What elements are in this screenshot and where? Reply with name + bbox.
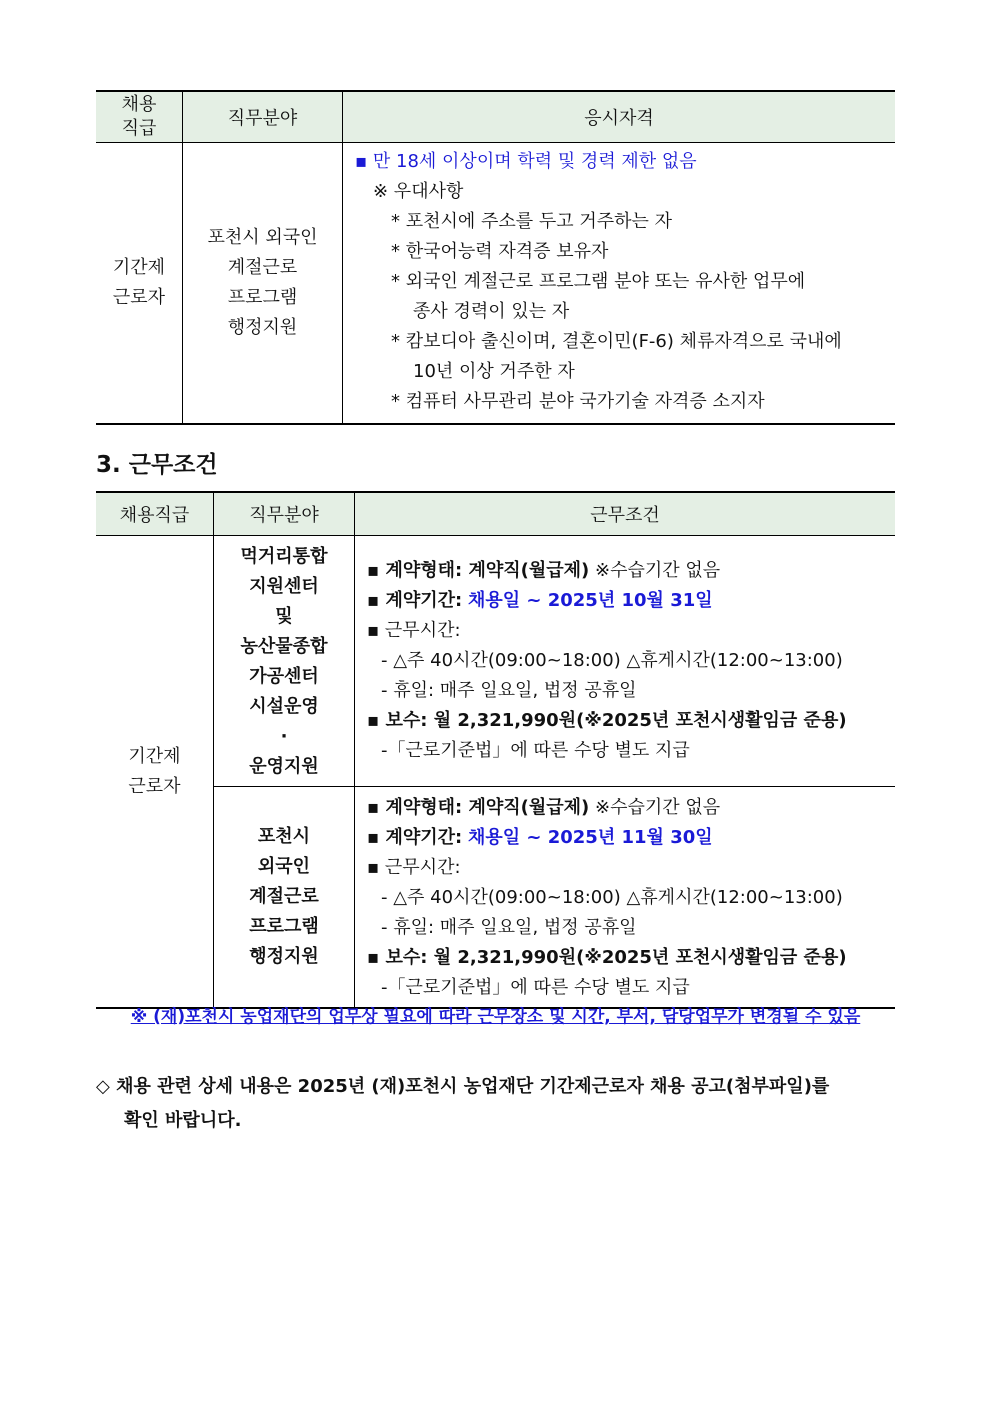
period-label: ▪ 계약기간:: [367, 827, 463, 848]
field-line: 먹거리통합: [240, 546, 328, 567]
section-title: 3. 근무조건: [96, 452, 218, 478]
header-field: 직무분야: [214, 492, 355, 536]
preference-item: * 외국인 계절근로 프로그램 분야 또는 유사한 업무에: [391, 271, 806, 292]
field-line: 계절근로: [227, 257, 298, 278]
footer-line: 확인 바랍니다.: [124, 1110, 242, 1131]
holiday-line: - 휴일: 매주 일요일, 법정 공휴일: [381, 917, 637, 938]
preference-title: ※ 우대사항: [373, 181, 464, 202]
grade-line: 근로자: [128, 775, 181, 797]
grade-line: 근로자: [112, 287, 166, 308]
preference-item: * 캄보디아 출신이며, 결혼이민(F-6) 체류자격으로 국내에: [391, 331, 842, 352]
hours-detail: - △주 40시간(09:00~18:00) △휴게시간(12:00~13:00): [381, 650, 843, 671]
hours-label: ▪ 근무시간:: [367, 620, 461, 641]
field-line: 운영지원: [249, 756, 319, 777]
preference-item-cont: 10년 이상 거주한 자: [413, 361, 575, 382]
contract-period-line: [367, 586, 889, 616]
hours-label: ▪ 근무시간:: [367, 857, 461, 878]
field-cell: [214, 787, 355, 1009]
header-conditions: 근무조건: [355, 492, 896, 536]
footer-notice: [96, 1070, 896, 1138]
qualification-main: ▪ 만 18세 이상이며 학력 및 경력 제한 없음: [355, 151, 697, 172]
field-line: 계절근로: [249, 886, 319, 907]
pay-note: -「근로기준법」에 따른 수당 별도 지급: [381, 977, 690, 998]
field-line: ·: [280, 726, 288, 747]
contract-type-line: [367, 556, 889, 586]
preference-item: * 포천시에 주소를 두고 거주하는 자: [391, 211, 673, 232]
field-line: 프로그램: [249, 916, 319, 937]
field-cell: [183, 143, 343, 425]
footer-line: ◇ 채용 관련 상세 내용은 2025년 (재)포천시 농업재단 기간제근로자 채용 공고(첨부파일)를: [96, 1076, 830, 1097]
hours-detail: - △주 40시간(09:00~18:00) △휴게시간(12:00~13:00): [381, 887, 843, 908]
contract-period-line: [367, 823, 889, 853]
field-line: 행정지원: [227, 317, 298, 338]
qualification-cell: [343, 143, 896, 425]
period-value: 채용일 ~ 2025년 10월 31일: [467, 590, 713, 611]
field-line: 포천시: [257, 826, 311, 847]
table-header-row: [96, 91, 895, 143]
field-line: 농산물종합: [240, 636, 328, 657]
grade-cell: [96, 143, 183, 425]
field-cell: [214, 536, 355, 787]
contract-type-note: ※수습기간 없음: [595, 560, 721, 581]
qualification-table: [96, 90, 895, 425]
grade-line: 기간제: [128, 745, 181, 767]
preference-item: * 한국어능력 자격증 보유자: [391, 241, 609, 262]
conditions-cell: [355, 787, 896, 1009]
preference-item-cont: 종사 경력이 있는 자: [413, 301, 570, 322]
header-grade-label: 채용 직급: [121, 94, 157, 139]
period-value: 채용일 ~ 2025년 11월 30일: [467, 827, 713, 848]
field-line: 외국인: [257, 856, 311, 877]
header-qualification: 응시자격: [343, 91, 896, 143]
header-field: 직무분야: [183, 91, 343, 143]
table-header-row: [96, 492, 895, 536]
period-label: ▪ 계약기간:: [367, 590, 463, 611]
pay-note: -「근로기준법」에 따른 수당 별도 지급: [381, 740, 690, 761]
field-line: 가공센터: [249, 666, 319, 687]
contract-type-label: ▪ 계약형태: 계약직(월급제): [367, 560, 590, 581]
pay-line: ▪ 보수: 월 2,321,990원(※2025년 포천시생활임금 준용): [367, 947, 847, 968]
contract-type-label: ▪ 계약형태: 계약직(월급제): [367, 797, 590, 818]
conditions-cell: [355, 536, 896, 787]
header-grade: 채용직급: [96, 492, 214, 536]
table-row: [96, 143, 895, 425]
field-line: 시설운영: [249, 696, 319, 717]
holiday-line: - 휴일: 매주 일요일, 법정 공휴일: [381, 680, 637, 701]
field-line: 행정지원: [249, 946, 319, 967]
contract-type-note: ※수습기간 없음: [595, 797, 721, 818]
grade-cell: [96, 536, 214, 1009]
table-row: [96, 536, 895, 787]
field-line: 프로그램: [227, 287, 298, 308]
header-grade: [96, 91, 183, 143]
field-line: 지원센터: [249, 576, 319, 597]
field-line: 및: [275, 606, 293, 627]
grade-line: 기간제: [112, 257, 166, 278]
pay-line: ▪ 보수: 월 2,321,990원(※2025년 포천시생활임금 준용): [367, 710, 847, 731]
field-line: 포천시 외국인: [207, 227, 318, 248]
preference-item: * 컴퓨터 사무관리 분야 국가기술 자격증 소지자: [391, 391, 765, 412]
work-conditions-table: [96, 491, 895, 1009]
change-notice: ※ (재)포천시 농업재단의 업무상 필요에 따라 근무장소 및 시간, 부서, 담당업무가 변경될 수 있음: [130, 1007, 861, 1027]
contract-type-line: [367, 793, 889, 823]
table-row: [96, 787, 895, 1009]
